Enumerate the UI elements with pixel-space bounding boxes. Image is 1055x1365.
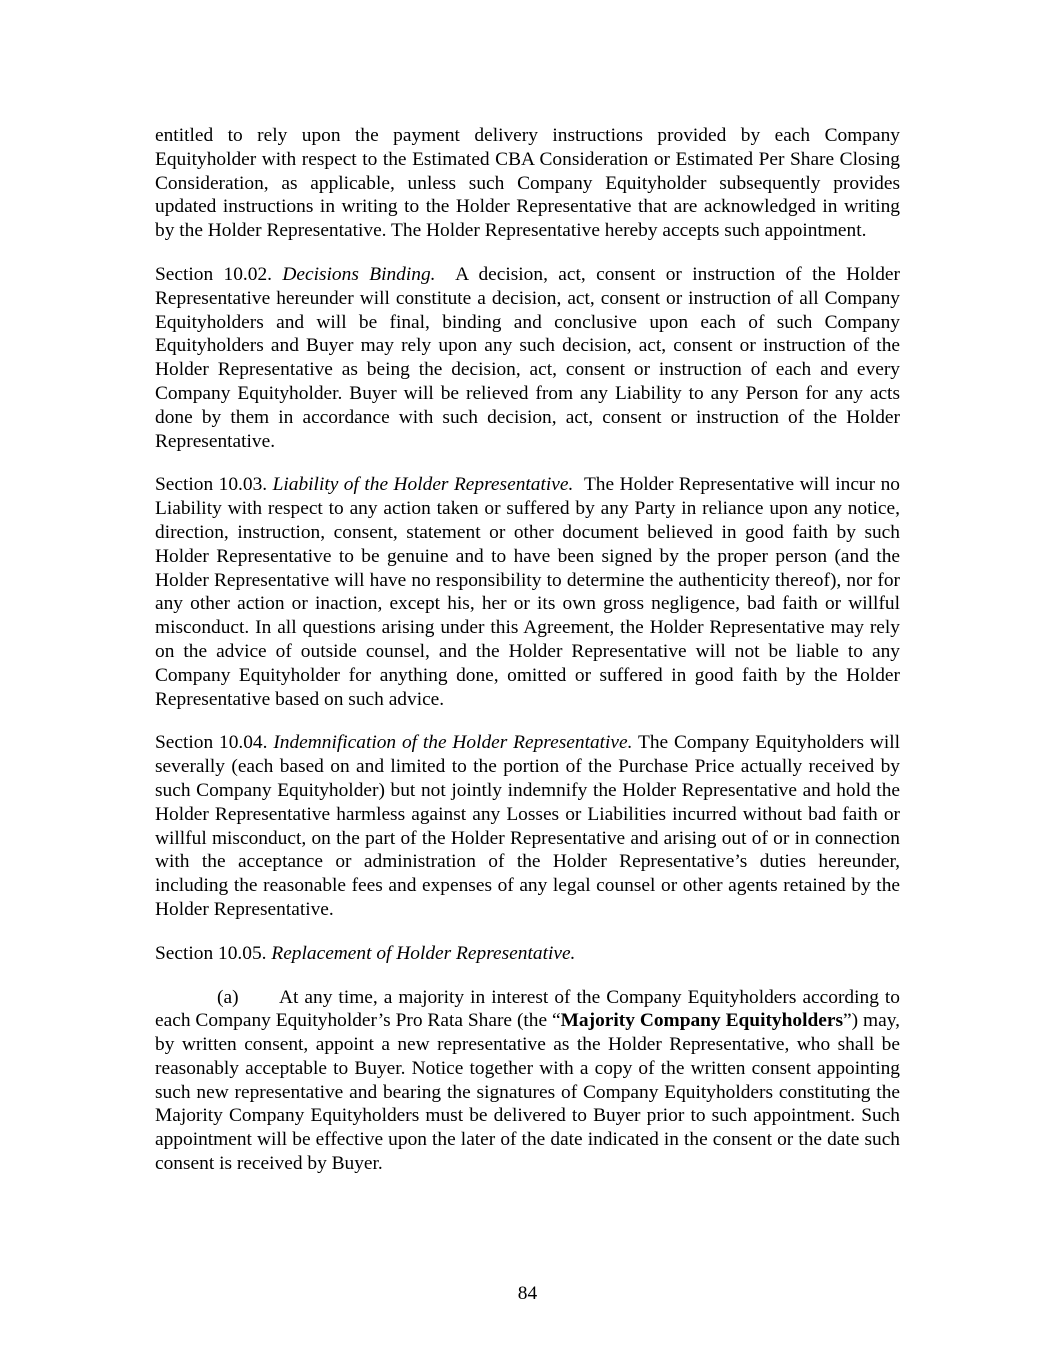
subsection-a <box>155 986 900 1176</box>
section-title: Indemnification of the Holder Representative. <box>273 732 633 754</box>
section-title: Liability of the Holder Representative. <box>272 474 574 496</box>
paragraph-intro: entitled to rely upon the payment delivery instructions provided by each Company Equityholder with respect to the Estimated CBA Consideration or Estimated Per Share Closing Consideration, as applicable, unless such Company Equityholder subsequently provides updated instructions in writing to the Holder Representative that are acknowledged in writing by the Holder Representative. The Holder Representative hereby accepts such appointment. <box>155 125 900 242</box>
subsection-label: (a) <box>217 986 239 1008</box>
section-number: Section 10.03. <box>155 474 268 496</box>
section-number: Section 10.05. <box>155 942 267 964</box>
section-10-04 <box>155 731 900 921</box>
section-10-02 <box>155 263 900 453</box>
document-page <box>155 124 900 1196</box>
section-body: The Company Equityholders will severally (each based on and limited to the portion of the Purchase Price actually received by such Company Equityholder) but not jointly indemnify the Holder Representative and hold the Holder Representative harmless against any Losses or Liabilities incurred without bad faith or willful misconduct, on the part of the Holder Representative and arising out of or in connection with the acceptance or administration of the Holder Representative’s duties hereunder, including the reasonable fees and expenses of any legal counsel or other agents retained by the Holder Representative. <box>155 732 900 920</box>
section-body: The Holder Representative will incur no Liability with respect to any action taken or suffered by any Party in reliance upon any notice, direction, instruction, consent, statement or other document believed in good faith by such Holder Representative to be genuine and to have been signed by the proper person (and the Holder Representative will have no responsibility to determine the authenticity thereof), nor for any other action or inaction, except his, her or its own gross negligence, bad faith or willful misconduct. In all questions arising under this Agreement, the Holder Representative may rely on the advice of outside counsel, and the Holder Representative will not be liable to any Company Equityholder for anything done, omitted or suffered in good faith by the Holder Representative based on such advice. <box>155 474 900 710</box>
section-10-05 <box>155 942 900 966</box>
subsection-text-after: ”) may, by written consent, appoint a new representative as the Holder Representative, who shall be reasonably acceptable to Buyer. Notice together with a copy of the written consent appointing such new representative and bearing the signatures of Company Equityholders constituting the Majority Company Equityholders must be delivered to Buyer prior to such appointment. Such appointment will be effective upon the later of the date indicated in the consent or the date such consent is received by Buyer. <box>155 1010 900 1175</box>
section-number: Section 10.02. <box>155 263 273 285</box>
section-title: Decisions Binding. <box>282 263 436 285</box>
section-title: Replacement of Holder Representative. <box>271 942 576 964</box>
section-10-03 <box>155 473 900 711</box>
section-body: A decision, act, consent or instruction of the Holder Representative hereunder will constitute a decision, act, consent or instruction of all Company Equityholders and will be final, binding and conclusive upon each of such Company Equityholders and Buyer may rely upon any such decision, act, consent or instruction of the Holder Representative as being the decision, act, consent or instruction of each and every Company Equityholder. Buyer will be relieved from any Liability to any Person for any acts done by them in accordance with such decision, act, consent or instruction of the Holder Representative. <box>155 263 900 452</box>
page-number: 84 <box>517 1283 538 1304</box>
section-number: Section 10.04. <box>155 732 268 754</box>
defined-term: Majority Company Equityholders <box>560 1010 844 1032</box>
subsection-text-before: At any time, a majority in interest of the Company Equityholders according to each Company Equityholder’s Pro Rata Share (the “ <box>155 986 900 1032</box>
